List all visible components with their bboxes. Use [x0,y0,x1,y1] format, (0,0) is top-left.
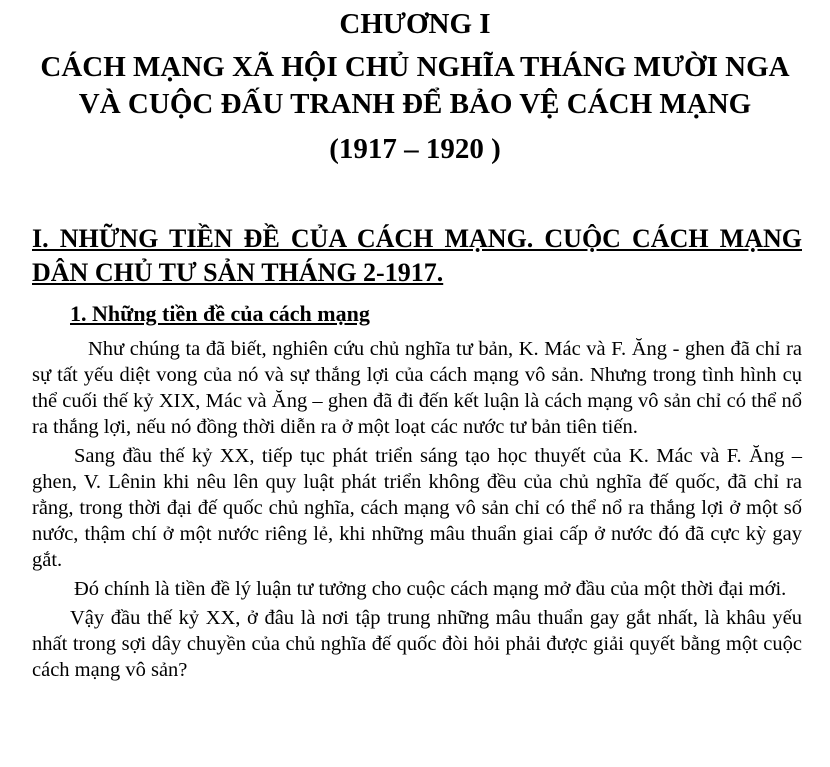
subsection-heading: 1. Những tiền đề của cách mạng [70,301,370,326]
paragraph-4: Vậy đầu thế kỷ XX, ở đâu là nơi tập trung những mâu thuẩn gay gắt nhất, là khâu yếu nhất trong sợi dây chuyền của chủ nghĩa đế quốc đòi hỏi phải được giải quyết bằng một cuộc cách mạng vô sản? [32,607,802,681]
section-heading-line-1: I. NHỮNG TIỀN ĐỀ CỦA CÁCH MẠNG. CUỘC CÁCH MẠNG [32,224,802,253]
paragraph-1: Như chúng ta đã biết, nghiên cứu chủ nghĩa tư bản, K. Mác và F. Ăng - ghen đã chỉ ra sự tất yếu diệt vong của nó và sự thắng lợi của cách mạng vô sản. Nhưng trong tình hình cụ thể cuối thế kỷ XIX, Mác và Ăng – ghen đã đi đến kết luận là cách mạng vô sản chỉ có thể nổ ra thắng lợi, nếu nó đồng thời diễn ra ở một loạt các nước tư bản tiên tiến. [32,338,802,438]
chapter-title-line-1: CÁCH MẠNG XÃ HỘI CHỦ NGHĨA THÁNG MƯỜI NGA [40,51,790,83]
section-heading [32,222,802,290]
chapter-years: (1917 – 1920 ) [329,133,501,165]
body-text [32,336,802,683]
paragraph-2: Sang đầu thế kỷ XX, tiếp tục phát triển sáng tạo học thuyết của K. Mác và F. Ăng – ghen, V. Lênin khi nêu lên quy luật phát triển không đều của chủ nghĩa đế quốc, đã chỉ ra rằng, trong thời đại đế quốc chủ nghĩa, cách mạng vô sản chỉ có thể nổ ra thắng lợi ở một số nước, thậm chí ở một nước riêng lẻ, khi những mâu thuẩn giai cấp ở nước đó đã cực kỳ gay gắt. [32,445,802,571]
chapter-title-line-2: VÀ CUỘC ĐẤU TRANH ĐỂ BẢO VỆ CÁCH MẠNG [78,88,752,120]
paragraph-3: Đó chính là tiền đề lý luận tư tưởng cho cuộc cách mạng mở đầu của một thời đại mới. [74,578,787,600]
section-heading-line-2: DÂN CHỦ TƯ SẢN THÁNG 2-1917. [32,258,444,287]
chapter-number: CHƯƠNG I [339,8,491,40]
